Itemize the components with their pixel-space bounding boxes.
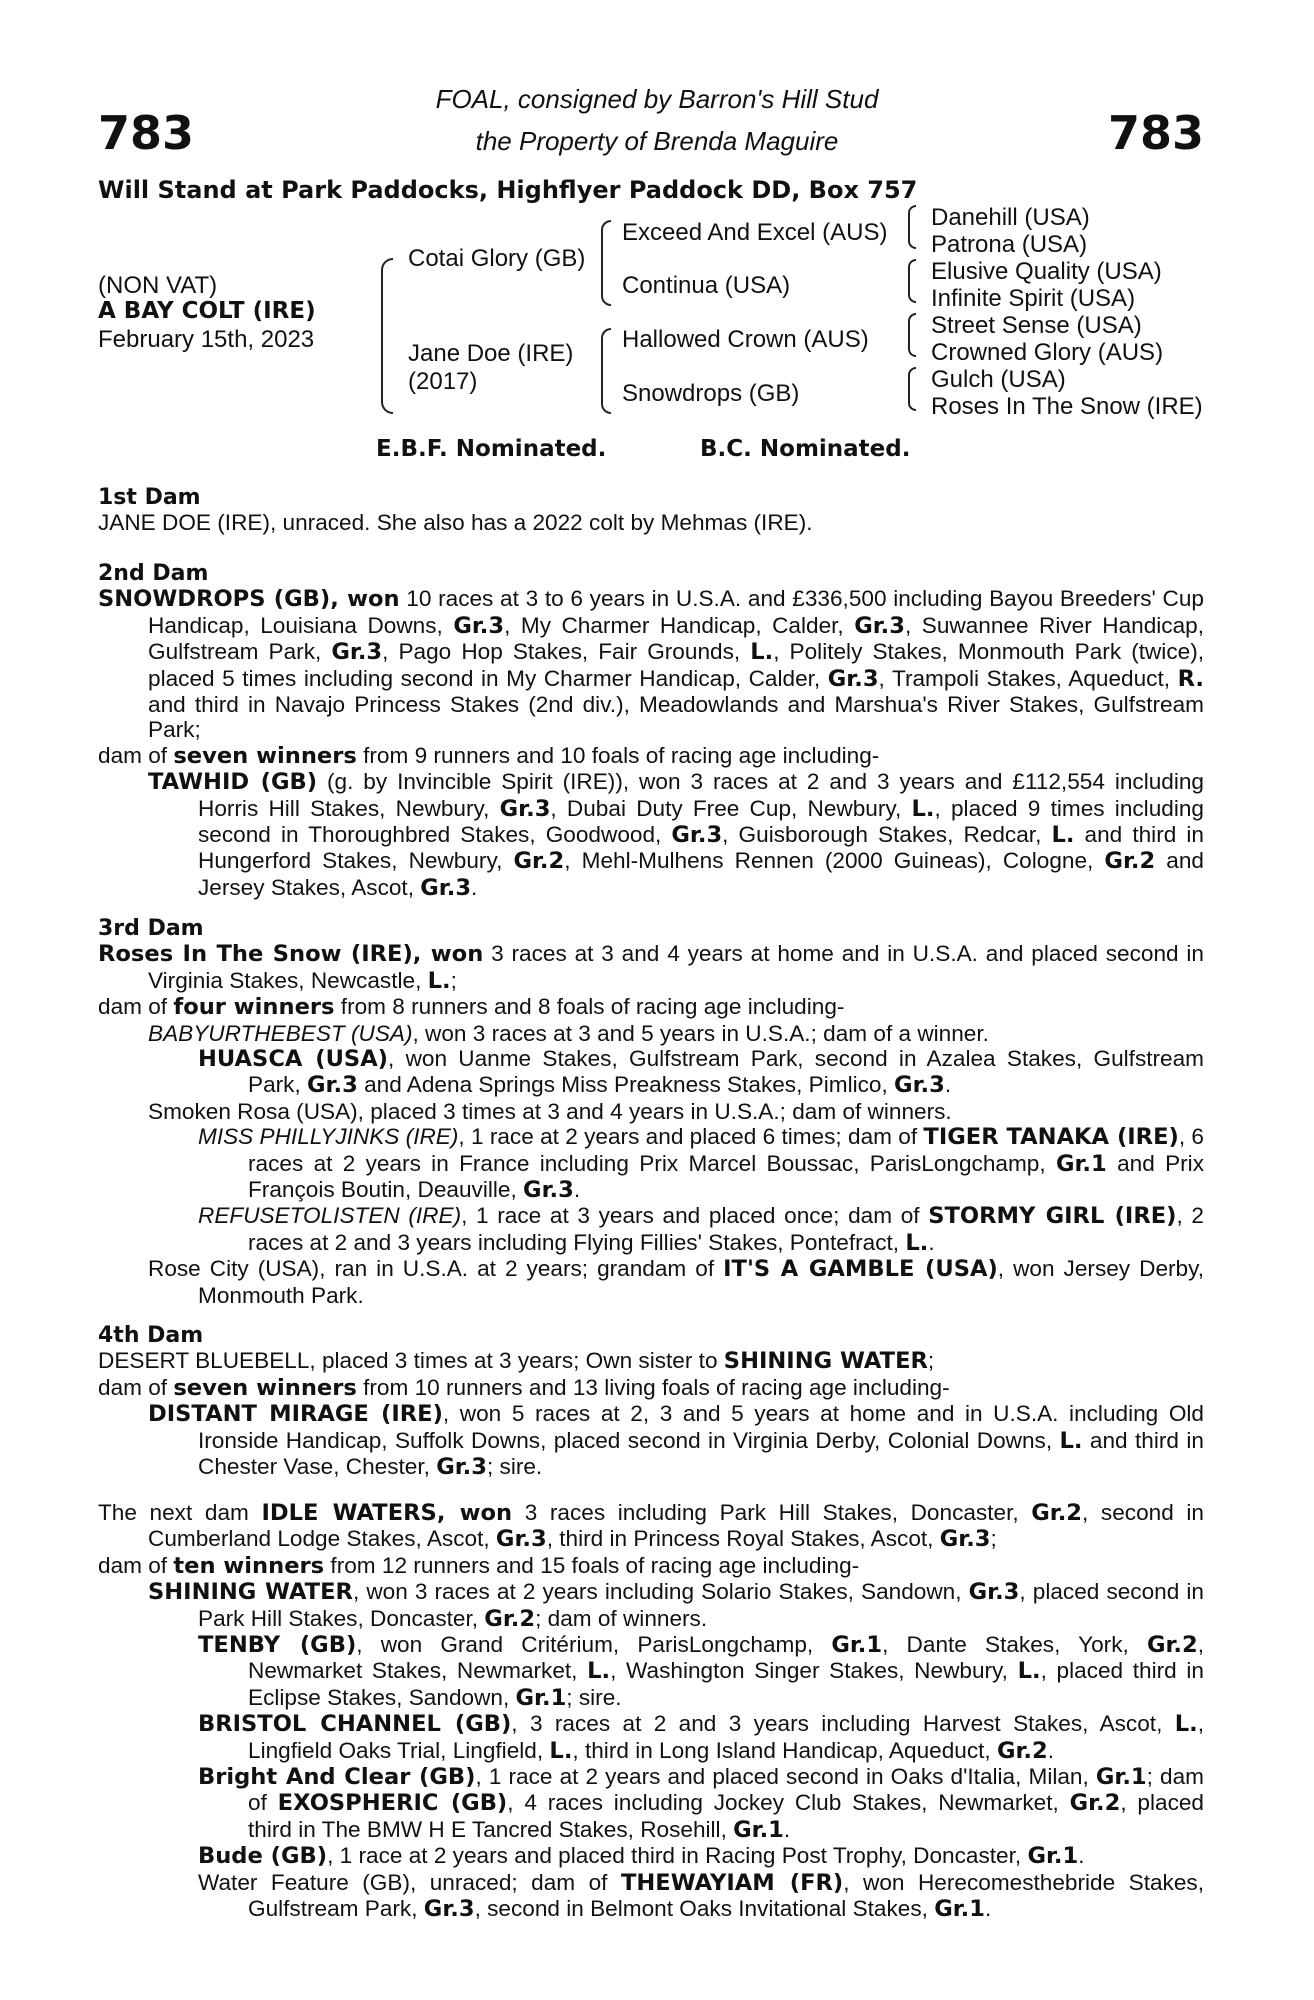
dd-sire: Gulch (USA): [931, 366, 1066, 393]
rose-city-entry: Rose City (USA), ran in U.S.A. at 2 years; grandam of IT'S A GAMBLE (USA), won Jersey Derby, Monmouth Park.: [148, 1256, 1204, 1308]
snowdrops-entry: SNOWDROPS (GB), won 10 races at 3 to 6 years in U.S.A. and £336,500 including Bayou Breeders' Cup Handicap, Louisiana Downs, Gr.3, My Charmer Handicap, Calder, Gr.3, Suwannee River Handicap, Gulfstream Park, Gr.3, Pago Hop Stakes, Fair Grounds, L., Politely Stakes, Monmouth Park (twice), placed 5 times including second in My Charmer Handicap, Calder, Gr.3, Trampoli Stakes, Aqueduct, R. and third in Navajo Princess Stakes (2nd div.), Meadowlands and Marshua's River Stakes, Gulfstream Park;: [98, 586, 1204, 743]
pedigree-brace-dd: [908, 367, 916, 411]
sire-dam: Continua (USA): [622, 272, 791, 299]
pedigree-brace-dam: [601, 328, 611, 414]
first-dam-heading: 1st Dam: [98, 485, 201, 510]
sd-sire: Elusive Quality (USA): [931, 258, 1162, 285]
first-dam-text: JANE DOE (IRE), unraced. She also has a 2022 colt by Mehmas (IRE).: [98, 510, 813, 536]
smoken-rosa-entry: Smoken Rosa (USA), placed 3 times at 3 and 4 years in U.S.A.; dam of winners.: [148, 1098, 952, 1124]
snowdrops-name: SNOWDROPS (GB): [98, 586, 331, 613]
fourth-dam-heading: 4th Dam: [98, 1323, 204, 1348]
ss-dam: Patrona (USA): [931, 231, 1088, 258]
pedigree-brace-ss: [908, 205, 916, 249]
third-dam-heading: 3rd Dam: [98, 916, 204, 941]
distant-mirage-entry: DISTANT MIRAGE (IRE), won 5 races at 2, 3 and 5 years at home and in U.S.A. including Old Ironside Handicap, Suffolk Downs, placed second in Virginia Derby, Colonial Downs, L. and third in Chester Vase, Chester, Gr.3; sire.: [148, 1401, 1204, 1481]
sd-dam: Infinite Spirit (USA): [931, 285, 1136, 312]
desert-bluebell-entry: DESERT BLUEBELL, placed 3 times at 3 years; Own sister to SHINING WATER;: [98, 1348, 935, 1375]
refusetolisten-entry: REFUSETOLISTEN (IRE), 1 race at 3 years and placed once; dam of STORMY GIRL (IRE), 2 races at 2 and 3 years including Flying Fillies' Stakes, Pontefract, L..: [198, 1203, 1204, 1256]
idle-waters-produce-summary: dam of ten winners from 12 runners and 15 foals of racing age including-: [98, 1552, 860, 1579]
dam-dam: Snowdrops (GB): [622, 380, 800, 407]
babyurthebest-entry: BABYURTHEBEST (USA), won 3 races at 3 and 5 years in U.S.A.; dam of a winner.: [148, 1020, 989, 1046]
second-dam-section: [98, 560, 1204, 901]
water-feature-entry: Water Feature (GB), unraced; dam of THEWAYIAM (FR), won Herecomesthebride Stakes, Gulfstream Park, Gr.3, second in Belmont Oaks Invitational Stakes, Gr.1.: [198, 1869, 1204, 1923]
third-dam-section: [98, 915, 1204, 1308]
desert-bluebell-produce-summary: dam of seven winners from 10 runners and 13 living foals of racing age including-: [98, 1374, 950, 1401]
horse-dob: February 15th, 2023: [98, 326, 315, 353]
pedigree-brace-sd: [908, 259, 916, 303]
ds-dam: Crowned Glory (AUS): [931, 339, 1164, 366]
roses-entry: Roses In The Snow (IRE), won 3 races at 3 and 4 years at home and in U.S.A. and placed second in Virginia Stakes, Newcastle, L.;: [98, 941, 1204, 994]
fourth-dam-section: [98, 1322, 1204, 1480]
roses-name: Roses In The Snow (IRE): [98, 941, 413, 968]
next-dam-section: [98, 1500, 1204, 1923]
lot-number-right: 783: [1107, 106, 1204, 160]
dam-name: Jane Doe (IRE): [408, 340, 574, 367]
ebf-nominated: E.B.F. Nominated.: [376, 436, 607, 462]
sire-name: Cotai Glory (GB): [408, 245, 586, 272]
tawhid-entry: TAWHID (GB) (g. by Invincible Spirit (IRE)), won 3 races at 2 and 3 years and £112,554 including Horris Hill Stakes, Newbury, Gr.3, Dubai Duty Free Cup, Newbury, L., placed 9 times including second in Thoroughbred Stakes, Goodwood, Gr.3, Guisborough Stakes, Redcar, L. and third in Hungerford Stakes, Newbury, Gr.2, Mehl-Mulhens Rennen (2000 Guineas), Cologne, Gr.2 and Jersey Stakes, Ascot, Gr.3.: [148, 769, 1204, 901]
sire-sire: Exceed And Excel (AUS): [622, 219, 888, 246]
bc-nominated: B.C. Nominated.: [700, 436, 911, 462]
bright-and-clear-entry: Bright And Clear (GB), 1 race at 2 years and placed second in Oaks d'Italia, Milan, Gr.1; dam of EXOSPHERIC (GB), 4 races including Jockey Club Stakes, Newmarket, Gr.2, placed third in The BMW H E Tancred Stakes, Rosehill, Gr.1.: [198, 1764, 1204, 1843]
tenby-entry: TENBY (GB), won Grand Critérium, ParisLongchamp, Gr.1, Dante Stakes, York, Gr.2, Newmarket Stakes, Newmarket, L., Washington Singer Stakes, Newbury, L., placed third in Eclipse Stakes, Sandown, Gr.1; sire.: [198, 1632, 1204, 1711]
pedigree-brace-sire: [601, 220, 611, 306]
second-dam-heading: 2nd Dam: [98, 561, 209, 586]
vat-status: (NON VAT): [98, 272, 218, 299]
property-line: the Property of Brenda Maguire: [475, 126, 839, 156]
huasca-entry: HUASCA (USA), won Uanme Stakes, Gulfstream Park, second in Azalea Stakes, Gulfstream Park, Gr.3 and Adena Springs Miss Preakness Stakes, Pimlico, Gr.3.: [198, 1046, 1205, 1099]
first-dam-section: [98, 484, 1204, 536]
idle-waters-entry: The next dam IDLE WATERS, won 3 races including Park Hill Stakes, Doncaster, Gr.2, second in Cumberland Lodge Stakes, Ascot, Gr.3, third in Princess Royal Stakes, Ascot, Gr.3;: [98, 1500, 1204, 1553]
ss-sire: Danehill (USA): [931, 204, 1090, 231]
pedigree-brace-ds: [908, 313, 916, 357]
tawhid-name: TAWHID (GB): [148, 769, 318, 796]
horse-name: A BAY COLT (IRE): [98, 298, 316, 324]
shining-water-entry: SHINING WATER, won 3 races at 2 years including Solario Stakes, Sandown, Gr.3, placed second in Park Hill Stakes, Doncaster, Gr.2; dam of winners.: [148, 1579, 1204, 1632]
dam-year: (2017): [408, 368, 478, 395]
miss-phillyjinks-entry: MISS PHILLYJINKS (IRE), 1 race at 2 years and placed 6 times; dam of TIGER TANAKA (IRE), 6 races at 2 years in France including Prix Marcel Boussac, ParisLongchamp, Gr.1 and Prix François Boutin, Deauville, Gr.3.: [198, 1124, 1204, 1204]
roses-produce-summary: dam of four winners from 8 runners and 8 foals of racing age including-: [98, 994, 845, 1021]
ds-sire: Street Sense (USA): [931, 312, 1142, 339]
dam-sire: Hallowed Crown (AUS): [622, 326, 869, 353]
snowdrops-produce-summary: dam of seven winners from 9 runners and 10 foals of racing age including-: [98, 742, 880, 769]
bude-entry: Bude (GB), 1 race at 2 years and placed third in Racing Post Trophy, Doncaster, Gr.1.: [198, 1843, 1085, 1870]
dd-dam: Roses In The Snow (IRE): [931, 393, 1203, 420]
consignor-line: FOAL, consigned by Barron's Hill Stud: [435, 84, 879, 114]
bristol-channel-entry: BRISTOL CHANNEL (GB), 3 races at 2 and 3 years including Harvest Stakes, Ascot, L., Lingfield Oaks Trial, Lingfield, L., third in Long Island Handicap, Aqueduct, Gr.2.: [198, 1711, 1204, 1764]
pedigree-brace-main: [381, 258, 393, 414]
stand-location: Will Stand at Park Paddocks, Highflyer Paddock DD, Box 757: [98, 176, 918, 204]
lot-number-left: 783: [98, 106, 195, 160]
